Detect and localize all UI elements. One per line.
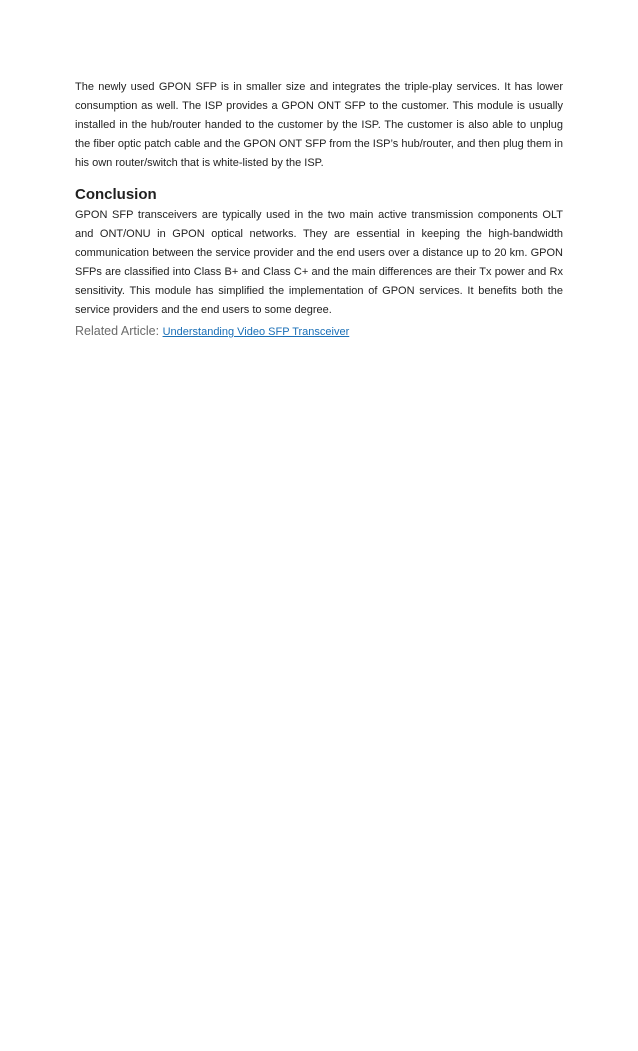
- related-article-label: Related Article:: [75, 324, 160, 338]
- conclusion-paragraph: GPON SFP transceivers are typically used in the two main active transmission components OLT and ONT/ONU in GPON optical networks. They are essential in keeping the high-bandwidth communication between the service provider and the end users over a distance up to 20 km. GPON SFPs are classified into Class B+ and Class C+ and the main differences are their Tx power and Rx sensitivity. This module has simplified the implementation of GPON services. It benefits both the service providers and the end users to some degree.: [75, 209, 563, 316]
- conclusion-heading: Conclusion: [75, 186, 157, 203]
- related-article: [75, 322, 563, 342]
- related-article-link[interactable]: Understanding Video SFP Transceiver: [162, 326, 350, 338]
- intro-paragraph: The newly used GPON SFP is in smaller size and integrates the triple-play services. It has lower consumption as well. The ISP provides a GPON ONT SFP to the customer. This module is usually installed in the hub/router handed to the customer by the ISP. The customer is also able to unplug the fiber optic patch cable and the GPON ONT SFP from the ISP’s hub/router, and then plug them in his own router/switch that is white-listed by the ISP.: [75, 81, 563, 169]
- article-body: [75, 78, 563, 342]
